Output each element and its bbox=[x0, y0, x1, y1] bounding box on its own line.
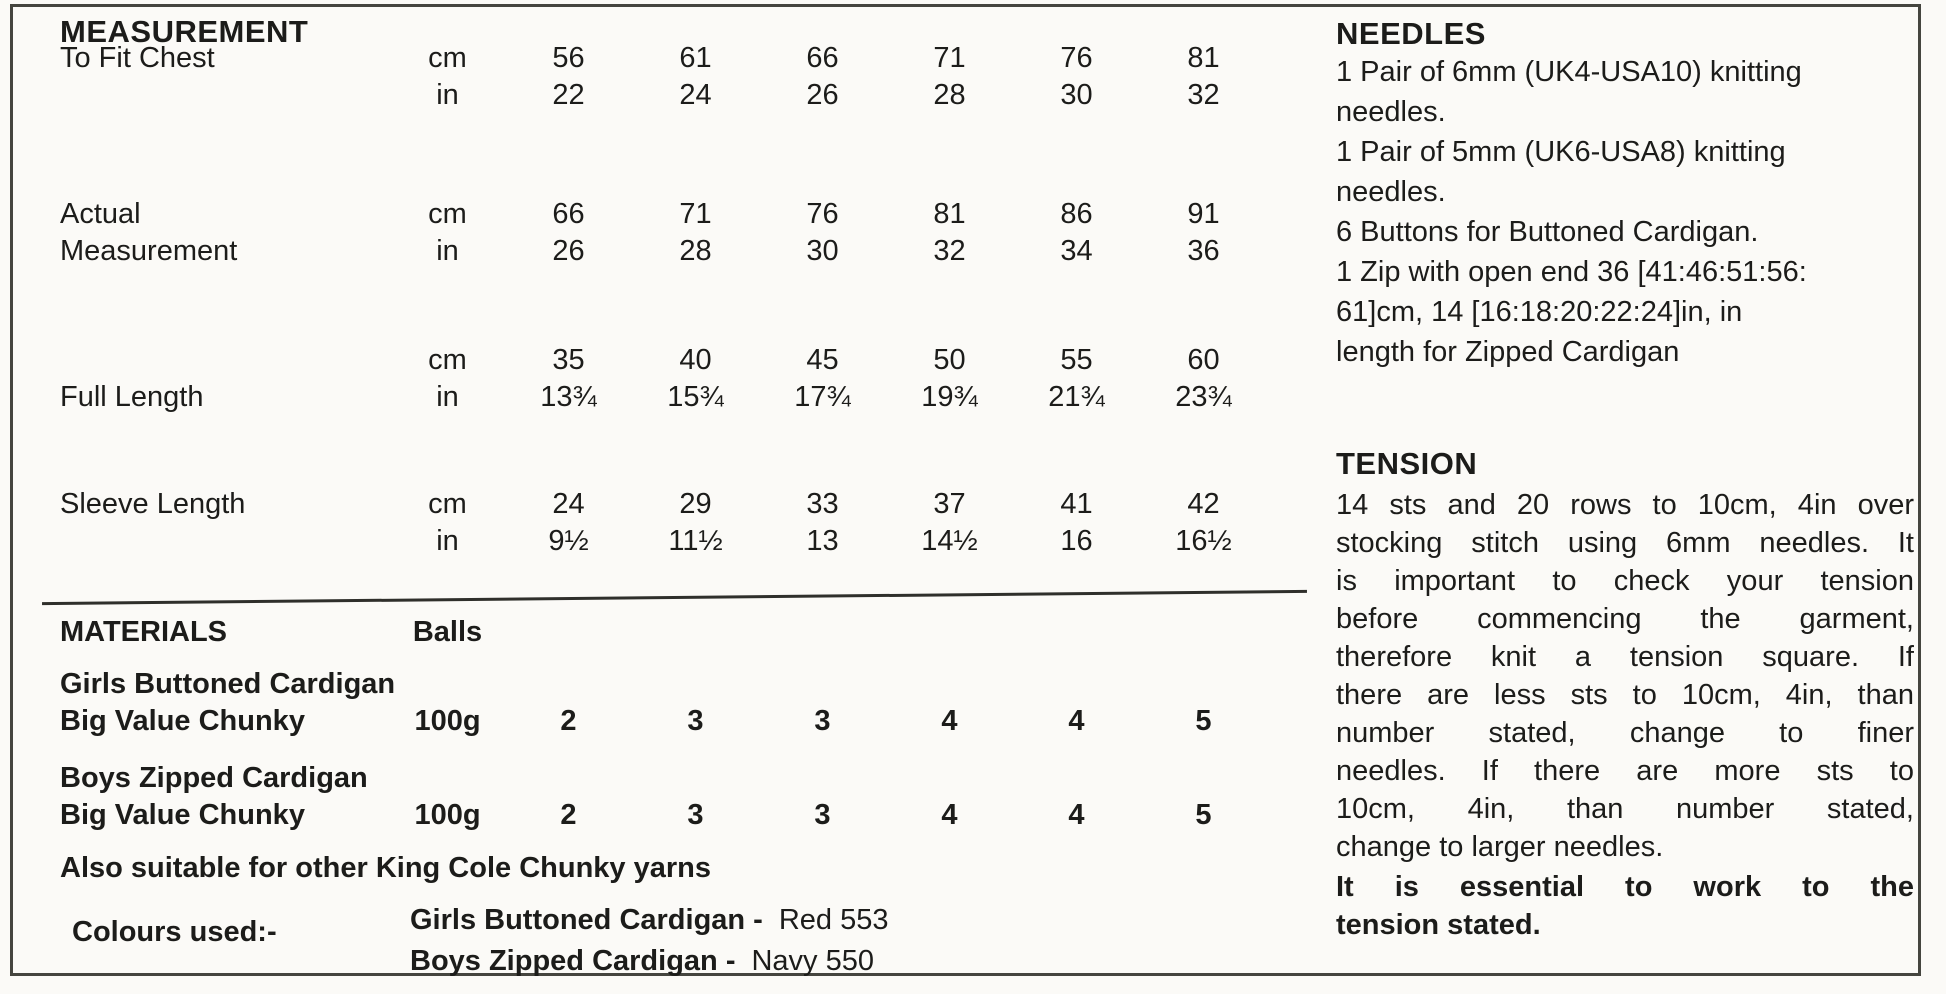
tension-line: therefore knit a tension square. If bbox=[1336, 641, 1914, 673]
measurement-value: 24 bbox=[679, 79, 712, 111]
tension-line: change to larger needles. bbox=[1336, 831, 1664, 863]
needles-heading: NEEDLES bbox=[1336, 16, 1486, 51]
measurement-value: 36 bbox=[1187, 235, 1220, 267]
material-yarn: Big Value Chunky bbox=[60, 705, 305, 737]
measurement-value: 42 bbox=[1187, 488, 1220, 520]
material-item-boys-zipped bbox=[60, 760, 1267, 834]
measurement-value: 26 bbox=[552, 235, 585, 267]
measurement-value: 45 bbox=[806, 344, 839, 376]
measurement-value: 23¾ bbox=[1175, 381, 1232, 413]
tension-emphasis-line: It is essential to work to the bbox=[1336, 871, 1914, 903]
colour-garment: Girls Buttoned Cardigan - bbox=[410, 904, 763, 936]
measurement-value: 13¾ bbox=[540, 381, 597, 413]
measurement-row-to-fit-chest bbox=[60, 40, 1267, 114]
measurement-value: 22 bbox=[552, 79, 585, 111]
material-value: 2 bbox=[560, 705, 577, 737]
needles-line: needles. bbox=[1336, 176, 1446, 208]
needles-line: 1 Zip with open end 36 [41:46:51:56: bbox=[1336, 256, 1807, 288]
row-label: Actual bbox=[60, 198, 141, 230]
needles-line: length for Zipped Cardigan bbox=[1336, 336, 1680, 368]
measurement-value: 16½ bbox=[1175, 525, 1232, 557]
colour-line-boys bbox=[410, 943, 874, 980]
unit-label: cm bbox=[428, 488, 467, 520]
section-divider bbox=[42, 590, 1307, 605]
tension-emphasis-line: tension stated. bbox=[1336, 909, 1541, 941]
needles-line: needles. bbox=[1336, 96, 1446, 128]
material-value: 4 bbox=[1068, 705, 1085, 737]
measurement-value: 34 bbox=[1060, 235, 1093, 267]
material-value: 3 bbox=[814, 705, 831, 737]
row-label: To Fit Chest bbox=[60, 42, 215, 74]
unit-label: cm bbox=[428, 198, 467, 230]
tension-line: stocking stitch using 6mm needles. It bbox=[1336, 527, 1914, 559]
material-value: 3 bbox=[687, 705, 704, 737]
tension-line: 10cm, 4in, than number stated, bbox=[1336, 793, 1914, 825]
unit-label: in bbox=[436, 79, 459, 111]
measurement-value: 32 bbox=[933, 235, 966, 267]
tension-line: there are less sts to 10cm, 4in, than bbox=[1336, 679, 1914, 711]
measurement-value: 81 bbox=[1187, 42, 1220, 74]
needles-line: 1 Pair of 5mm (UK6-USA8) knitting bbox=[1336, 136, 1786, 168]
row-label: Measurement bbox=[60, 235, 238, 267]
tension-line: needles. If there are more sts to bbox=[1336, 755, 1914, 787]
material-weight: 100g bbox=[414, 705, 481, 737]
tension-line: number stated, change to finer bbox=[1336, 717, 1914, 749]
unit-label: in bbox=[436, 525, 459, 557]
tension-heading: TENSION bbox=[1336, 446, 1478, 481]
measurement-value: 60 bbox=[1187, 344, 1220, 376]
material-value: 4 bbox=[941, 705, 958, 737]
measurement-value: 24 bbox=[552, 488, 585, 520]
needles-line: 61]cm, 14 [16:18:20:22:24]in, in bbox=[1336, 296, 1743, 328]
suitability-note: Also suitable for other King Cole Chunky yarns bbox=[60, 852, 711, 884]
measurement-value: 14½ bbox=[921, 525, 978, 557]
unit-label: in bbox=[436, 235, 459, 267]
measurement-value: 81 bbox=[933, 198, 966, 230]
measurement-value: 71 bbox=[933, 42, 966, 74]
measurement-value: 50 bbox=[933, 344, 966, 376]
tension-line: is important to check your tension bbox=[1336, 565, 1914, 597]
needles-line: 6 Buttons for Buttoned Cardigan. bbox=[1336, 216, 1759, 248]
measurement-value: 11½ bbox=[668, 525, 723, 557]
measurement-value: 29 bbox=[679, 488, 712, 520]
measurement-value: 19¾ bbox=[921, 381, 978, 413]
material-value: 5 bbox=[1195, 705, 1212, 737]
measurement-value: 30 bbox=[806, 235, 839, 267]
measurement-value: 9½ bbox=[548, 525, 589, 557]
measurement-value: 17¾ bbox=[794, 381, 851, 413]
measurement-value: 66 bbox=[552, 198, 585, 230]
measurement-value: 28 bbox=[679, 235, 712, 267]
material-name: Boys Zipped Cardigan bbox=[60, 762, 368, 794]
measurement-row-actual bbox=[60, 196, 1267, 270]
measurement-value: 21¾ bbox=[1048, 381, 1105, 413]
tension-line: 14 sts and 20 rows to 10cm, 4in over bbox=[1336, 489, 1914, 521]
measurement-value: 86 bbox=[1060, 198, 1093, 230]
measurement-value: 56 bbox=[552, 42, 585, 74]
measurement-value: 71 bbox=[679, 198, 712, 230]
material-value: 2 bbox=[560, 799, 577, 831]
material-value: 4 bbox=[1068, 799, 1085, 831]
row-label: Full Length bbox=[60, 381, 204, 413]
measurement-value: 16 bbox=[1060, 525, 1093, 557]
measurement-value: 26 bbox=[806, 79, 839, 111]
colour-value: Red 553 bbox=[778, 904, 889, 936]
material-value: 4 bbox=[941, 799, 958, 831]
measurement-value: 13 bbox=[806, 525, 839, 557]
measurement-value: 30 bbox=[1060, 79, 1093, 111]
material-weight: 100g bbox=[414, 799, 481, 831]
tension-line: before commencing the garment, bbox=[1336, 603, 1914, 635]
material-value: 3 bbox=[687, 799, 704, 831]
row-label: Sleeve Length bbox=[60, 488, 246, 520]
colour-line-girls bbox=[410, 902, 889, 939]
measurement-value: 66 bbox=[806, 42, 839, 74]
measurement-value: 32 bbox=[1187, 79, 1220, 111]
measurement-value: 33 bbox=[806, 488, 839, 520]
measurement-row-full-length bbox=[60, 342, 1267, 416]
measurement-value: 28 bbox=[933, 79, 966, 111]
needles-line: 1 Pair of 6mm (UK4-USA10) knitting bbox=[1336, 56, 1802, 88]
measurement-row-sleeve-length bbox=[60, 486, 1267, 560]
measurement-value: 61 bbox=[679, 42, 712, 74]
measurement-value: 35 bbox=[552, 344, 585, 376]
unit-label: cm bbox=[428, 42, 467, 74]
measurement-heading: MEASUREMENT bbox=[60, 14, 309, 49]
measurement-value: 41 bbox=[1060, 488, 1093, 520]
colours-label: Colours used:- bbox=[72, 916, 277, 948]
material-name: Girls Buttoned Cardigan bbox=[60, 668, 396, 700]
material-yarn: Big Value Chunky bbox=[60, 799, 305, 831]
measurement-value: 40 bbox=[679, 344, 712, 376]
measurement-value: 37 bbox=[933, 488, 966, 520]
balls-label: Balls bbox=[412, 616, 483, 648]
unit-label: in bbox=[436, 381, 459, 413]
measurement-value: 15¾ bbox=[667, 381, 724, 413]
measurement-value: 55 bbox=[1060, 344, 1093, 376]
measurement-value: 76 bbox=[1060, 42, 1093, 74]
material-value: 3 bbox=[814, 799, 831, 831]
colour-value: Navy 550 bbox=[751, 945, 874, 977]
measurement-value: 91 bbox=[1187, 198, 1220, 230]
colour-garment: Boys Zipped Cardigan - bbox=[410, 945, 736, 977]
materials-header-row bbox=[60, 614, 1267, 651]
materials-heading: MATERIALS bbox=[60, 616, 228, 648]
measurement-value: 76 bbox=[806, 198, 839, 230]
unit-label: cm bbox=[428, 344, 467, 376]
material-item-girls-buttoned bbox=[60, 666, 1267, 740]
material-value: 5 bbox=[1195, 799, 1212, 831]
